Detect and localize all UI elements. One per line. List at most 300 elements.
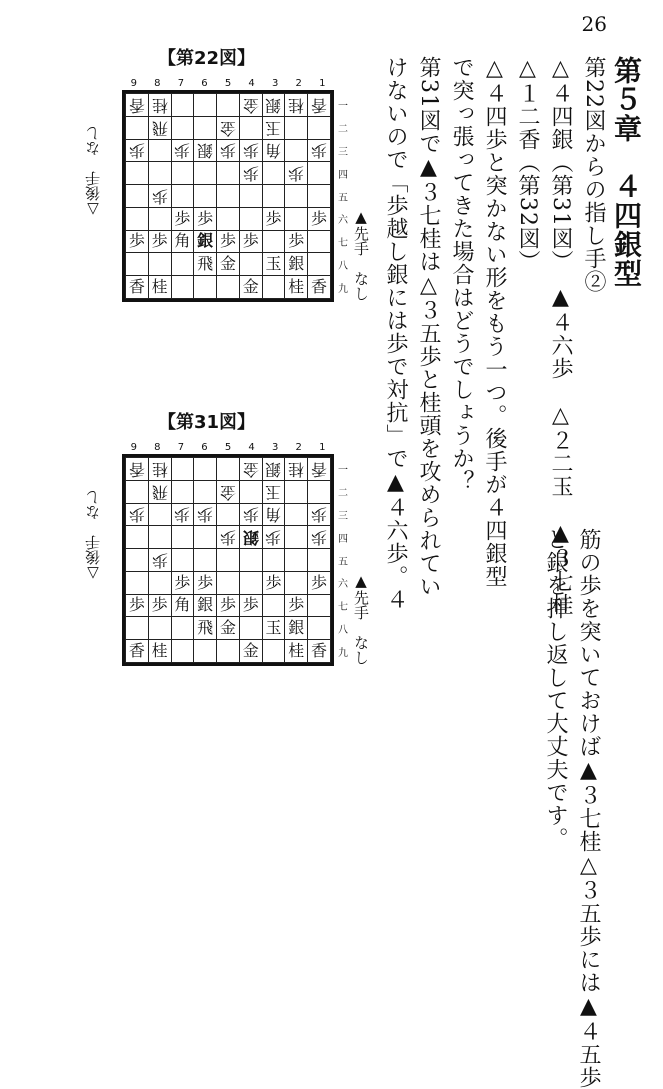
board-square xyxy=(171,185,194,208)
board-square xyxy=(308,503,331,526)
file-label: 9 xyxy=(130,78,137,89)
board-square xyxy=(239,276,262,299)
board-square xyxy=(262,480,285,503)
sente-piece: 歩 xyxy=(197,572,214,592)
gote-hand: △後手 なし xyxy=(84,126,102,219)
board-square xyxy=(126,162,149,185)
board-square xyxy=(217,253,240,276)
board-square xyxy=(217,571,240,594)
board-square xyxy=(148,480,171,503)
board-square xyxy=(171,162,194,185)
rank-label: 三 xyxy=(338,510,348,522)
sente-piece: 玉 xyxy=(265,618,282,638)
board-square xyxy=(171,594,194,617)
sente-piece: 金 xyxy=(219,254,236,274)
sente-piece: 銀 xyxy=(197,595,214,615)
rank-label: 七 xyxy=(338,602,348,614)
rank-label: 二 xyxy=(338,487,348,499)
sente-piece: 歩 xyxy=(151,231,168,251)
board-square xyxy=(171,253,194,276)
file-label: 4 xyxy=(248,78,255,89)
board-square xyxy=(217,458,240,481)
sente-piece: 金 xyxy=(242,641,259,661)
rank-label: 六 xyxy=(338,215,348,227)
board-square xyxy=(217,526,240,549)
sente-piece: 歩 xyxy=(242,595,259,615)
gote-piece: 金 xyxy=(242,459,259,479)
board-square xyxy=(194,116,217,139)
board-square xyxy=(194,162,217,185)
board-square xyxy=(148,185,171,208)
sente-piece: 玉 xyxy=(265,254,282,274)
board-square xyxy=(148,594,171,617)
board-square xyxy=(126,207,149,230)
board-square xyxy=(285,207,308,230)
text-line: △１二香（第32図） xyxy=(515,56,540,273)
board-square xyxy=(308,139,331,162)
sente-piece: 歩 xyxy=(128,231,145,251)
sente-piece: 桂 xyxy=(288,641,305,661)
board-square xyxy=(126,549,149,572)
text-line: けないので「歩越し銀には歩で対抗」で▲４六歩。４ xyxy=(383,56,408,611)
shogi-board xyxy=(122,90,334,302)
gote-piece: 銀 xyxy=(265,95,282,115)
sente-piece: 歩 xyxy=(128,595,145,615)
shogi-board xyxy=(122,454,334,666)
board-square xyxy=(239,640,262,663)
file-labels xyxy=(122,78,334,89)
board-square xyxy=(126,526,149,549)
board-square xyxy=(285,640,308,663)
board-square xyxy=(148,116,171,139)
board-square xyxy=(126,571,149,594)
board-square xyxy=(308,276,331,299)
sente-piece: 歩 xyxy=(311,208,328,228)
gote-piece: 飛 xyxy=(151,482,168,502)
sente-piece: 香 xyxy=(128,277,145,297)
gote-piece: 香 xyxy=(311,459,328,479)
board-square xyxy=(126,139,149,162)
board-square xyxy=(285,139,308,162)
rank-label: 三 xyxy=(338,146,348,158)
gote-piece: 歩 xyxy=(242,164,259,184)
gote-piece: 歩 xyxy=(311,528,328,548)
gote-piece: 歩 xyxy=(174,141,191,161)
board-square xyxy=(285,480,308,503)
diagram-22 xyxy=(40,40,370,340)
board-square xyxy=(262,617,285,640)
board-square xyxy=(217,640,240,663)
board-square xyxy=(308,594,331,617)
board-square xyxy=(308,185,331,208)
board-square xyxy=(308,94,331,117)
gote-piece: 金 xyxy=(219,482,236,502)
sente-piece: 桂 xyxy=(151,641,168,661)
board-square xyxy=(239,549,262,572)
sente-piece: 歩 xyxy=(265,572,282,592)
sente-piece: 歩 xyxy=(311,572,328,592)
board-square xyxy=(285,594,308,617)
board-square xyxy=(171,230,194,253)
gote-piece: 桂 xyxy=(288,459,305,479)
board-square xyxy=(239,116,262,139)
board-square xyxy=(126,94,149,117)
board-square xyxy=(239,94,262,117)
gote-piece: 歩 xyxy=(151,186,168,206)
board-square xyxy=(171,207,194,230)
gote-piece: 歩 xyxy=(128,505,145,525)
file-label: 4 xyxy=(248,442,255,453)
board-square xyxy=(217,503,240,526)
sente-piece: 歩 xyxy=(197,208,214,228)
board-square xyxy=(262,253,285,276)
board-square xyxy=(217,116,240,139)
sente-piece: 角 xyxy=(174,595,191,615)
file-label: 6 xyxy=(201,78,208,89)
rank-label: 八 xyxy=(338,261,348,273)
file-label: 1 xyxy=(319,442,326,453)
board-square xyxy=(171,116,194,139)
board-square xyxy=(217,230,240,253)
board-square xyxy=(194,640,217,663)
board-square xyxy=(285,116,308,139)
board-square xyxy=(285,571,308,594)
gote-piece: 金 xyxy=(219,118,236,138)
board-square xyxy=(148,230,171,253)
board-square xyxy=(239,458,262,481)
gote-piece: 香 xyxy=(311,95,328,115)
rank-label: 一 xyxy=(338,464,348,476)
sente-hand: ▲先手 なし xyxy=(352,208,370,301)
sente-piece: 歩 xyxy=(174,208,191,228)
sente-piece: 歩 xyxy=(288,595,305,615)
sente-piece: 角 xyxy=(174,231,191,251)
sente-piece: 歩 xyxy=(219,595,236,615)
gote-piece: 歩 xyxy=(197,505,214,525)
board-square xyxy=(285,526,308,549)
gote-piece: 香 xyxy=(128,95,145,115)
board-square xyxy=(148,207,171,230)
sente-piece: 銀 xyxy=(197,231,214,251)
rank-label: 九 xyxy=(338,284,348,296)
board-square xyxy=(148,617,171,640)
gote-piece: 玉 xyxy=(265,118,282,138)
board-square xyxy=(285,458,308,481)
rank-label: 二 xyxy=(338,123,348,135)
gote-piece: 歩 xyxy=(288,164,305,184)
sente-piece: 香 xyxy=(311,641,328,661)
board-square xyxy=(308,230,331,253)
board-square xyxy=(217,94,240,117)
board-square xyxy=(239,617,262,640)
gote-piece: 角 xyxy=(265,505,282,525)
board-square xyxy=(194,139,217,162)
board-square xyxy=(262,94,285,117)
text-line: △４四銀（第31図） ▲４六歩 △２二玉 ▲３七桂 xyxy=(548,56,573,616)
sente-piece: 金 xyxy=(219,618,236,638)
gote-piece: 歩 xyxy=(219,141,236,161)
board-square xyxy=(126,640,149,663)
sente-piece: 銀 xyxy=(288,254,305,274)
gote-piece: 銀 xyxy=(242,528,259,548)
file-label: 7 xyxy=(177,78,185,89)
file-label: 8 xyxy=(154,442,161,453)
diagram-title: 【第31図】 xyxy=(158,412,256,433)
board-square xyxy=(148,162,171,185)
file-label: 9 xyxy=(130,442,137,453)
board-square xyxy=(308,116,331,139)
rank-label: 九 xyxy=(338,648,348,660)
board-square xyxy=(148,571,171,594)
sente-hand: ▲先手 なし xyxy=(352,572,370,665)
gote-piece: 歩 xyxy=(242,141,259,161)
board-square xyxy=(262,503,285,526)
board-square xyxy=(126,480,149,503)
board-square xyxy=(239,503,262,526)
board-square xyxy=(171,276,194,299)
text-line: △４四歩と突かない形をもう一つ。後手が４四銀型 xyxy=(482,56,507,588)
rank-label: 四 xyxy=(338,169,348,181)
board-square xyxy=(285,503,308,526)
file-label: 5 xyxy=(224,442,232,453)
board-square xyxy=(308,640,331,663)
gote-piece: 桂 xyxy=(288,95,305,115)
board-square xyxy=(262,139,285,162)
board-square xyxy=(148,640,171,663)
board-square xyxy=(262,207,285,230)
board-square xyxy=(126,185,149,208)
file-label: 3 xyxy=(271,78,279,89)
sente-piece: 香 xyxy=(311,277,328,297)
rank-label: 四 xyxy=(338,533,348,545)
gote-piece: 歩 xyxy=(311,505,328,525)
board-square xyxy=(239,185,262,208)
board-square xyxy=(217,480,240,503)
board-square xyxy=(285,94,308,117)
sente-piece: 桂 xyxy=(288,277,305,297)
board-square xyxy=(239,253,262,276)
board-square xyxy=(194,185,217,208)
board-square xyxy=(126,458,149,481)
board-square xyxy=(285,276,308,299)
board-square xyxy=(148,94,171,117)
board-square xyxy=(126,253,149,276)
board-square xyxy=(308,526,331,549)
sente-piece: 歩 xyxy=(151,595,168,615)
gote-piece: 金 xyxy=(242,95,259,115)
rank-label: 一 xyxy=(338,100,348,112)
gote-piece: 銀 xyxy=(265,459,282,479)
diagram-31 xyxy=(40,404,370,704)
file-label: 3 xyxy=(271,442,279,453)
board-square xyxy=(148,549,171,572)
board-square xyxy=(217,139,240,162)
gote-piece: 歩 xyxy=(311,141,328,161)
board-square xyxy=(239,526,262,549)
rank-label: 六 xyxy=(338,579,348,591)
board-square xyxy=(262,571,285,594)
board-square xyxy=(194,230,217,253)
file-label: 1 xyxy=(319,78,326,89)
rank-label: 八 xyxy=(338,625,348,637)
board-square xyxy=(217,549,240,572)
text-line: と銀を押し返して大丈夫です。 xyxy=(543,528,568,850)
board-square xyxy=(308,571,331,594)
board-square xyxy=(262,162,285,185)
board-square xyxy=(239,162,262,185)
board-square xyxy=(285,253,308,276)
board-square xyxy=(148,526,171,549)
board-square xyxy=(308,617,331,640)
sente-piece: 歩 xyxy=(288,231,305,251)
board-square xyxy=(262,458,285,481)
text-line: 第22図からの指し手② xyxy=(581,56,606,293)
board-square xyxy=(308,549,331,572)
gote-piece: 桂 xyxy=(151,459,168,479)
board-square xyxy=(308,207,331,230)
file-label: 2 xyxy=(295,78,302,89)
page-number: 26 xyxy=(581,12,607,36)
board-square xyxy=(239,139,262,162)
file-label: 2 xyxy=(295,442,302,453)
sente-piece: 飛 xyxy=(197,254,214,274)
board-square xyxy=(285,185,308,208)
board-square xyxy=(171,640,194,663)
board-square xyxy=(148,458,171,481)
board-square xyxy=(194,253,217,276)
board-square xyxy=(126,230,149,253)
board-square xyxy=(285,549,308,572)
board-square xyxy=(262,230,285,253)
board-square xyxy=(171,94,194,117)
text-line: 筋の歩を突いておけば▲３七桂△３五歩には▲４五歩 xyxy=(576,528,601,1089)
body-text-lower xyxy=(539,528,605,1089)
sente-piece: 銀 xyxy=(288,618,305,638)
board-square xyxy=(262,640,285,663)
board-square xyxy=(194,571,217,594)
board-square xyxy=(171,458,194,481)
board-square xyxy=(148,503,171,526)
rank-label: 七 xyxy=(338,238,348,250)
board-square xyxy=(171,571,194,594)
gote-piece: 歩 xyxy=(265,528,282,548)
gote-piece: 桂 xyxy=(151,95,168,115)
board-square xyxy=(194,94,217,117)
board-square xyxy=(194,594,217,617)
board-square xyxy=(126,276,149,299)
board-square xyxy=(285,230,308,253)
sente-piece: 歩 xyxy=(219,231,236,251)
gote-piece: 歩 xyxy=(219,528,236,548)
board-square xyxy=(262,549,285,572)
rank-label: 五 xyxy=(338,556,348,568)
rank-labels xyxy=(338,93,352,299)
board-square xyxy=(262,116,285,139)
board-square xyxy=(262,594,285,617)
board-square xyxy=(239,207,262,230)
rank-labels xyxy=(338,457,352,663)
text-line: 第31図で▲３七桂は△３五歩と桂頭を攻められてい xyxy=(416,56,441,598)
board-square xyxy=(171,480,194,503)
board-square xyxy=(262,185,285,208)
sente-piece: 香 xyxy=(128,641,145,661)
board-square xyxy=(217,276,240,299)
gote-hand: △後手 なし xyxy=(84,490,102,583)
board-square xyxy=(148,139,171,162)
board-square xyxy=(126,503,149,526)
board-square xyxy=(308,253,331,276)
board-square xyxy=(217,207,240,230)
board-square xyxy=(308,162,331,185)
board-square xyxy=(194,617,217,640)
board-square xyxy=(285,617,308,640)
board-square xyxy=(217,617,240,640)
board-square xyxy=(194,549,217,572)
sente-piece: 金 xyxy=(242,277,259,297)
gote-piece: 香 xyxy=(128,459,145,479)
rank-label: 五 xyxy=(338,192,348,204)
board-square xyxy=(171,617,194,640)
board-square xyxy=(239,480,262,503)
sente-piece: 歩 xyxy=(174,572,191,592)
board-square xyxy=(148,276,171,299)
board-square xyxy=(171,549,194,572)
board-square xyxy=(217,594,240,617)
board-square xyxy=(126,617,149,640)
diagram-title: 【第22図】 xyxy=(158,48,256,69)
file-label: 6 xyxy=(201,442,208,453)
board-square xyxy=(194,526,217,549)
chapter-title: 第５章 ４四銀型 xyxy=(610,56,643,288)
board-square xyxy=(171,503,194,526)
board-square xyxy=(194,503,217,526)
sente-piece: 歩 xyxy=(242,231,259,251)
gote-piece: 銀 xyxy=(197,141,214,161)
board-square xyxy=(126,594,149,617)
gote-piece: 歩 xyxy=(128,141,145,161)
file-label: 8 xyxy=(154,78,161,89)
gote-piece: 飛 xyxy=(151,118,168,138)
board-square xyxy=(262,526,285,549)
board-square xyxy=(171,526,194,549)
board-square xyxy=(171,139,194,162)
board-square xyxy=(262,276,285,299)
file-label: 5 xyxy=(224,78,232,89)
board-square xyxy=(148,253,171,276)
board-square xyxy=(217,185,240,208)
board-square xyxy=(194,458,217,481)
sente-piece: 飛 xyxy=(197,618,214,638)
gote-piece: 歩 xyxy=(242,505,259,525)
gote-piece: 歩 xyxy=(174,505,191,525)
sente-piece: 桂 xyxy=(151,277,168,297)
board-square xyxy=(308,458,331,481)
board-square xyxy=(217,162,240,185)
board-square xyxy=(308,480,331,503)
file-label: 7 xyxy=(177,442,185,453)
board-square xyxy=(126,116,149,139)
board-square xyxy=(194,207,217,230)
board-square xyxy=(194,480,217,503)
gote-piece: 玉 xyxy=(265,482,282,502)
text-line: で突っ張ってきた場合はどうでしょうか？ xyxy=(449,56,474,493)
file-labels xyxy=(122,442,334,453)
gote-piece: 角 xyxy=(265,141,282,161)
board-square xyxy=(239,571,262,594)
board-square xyxy=(285,162,308,185)
board-square xyxy=(239,230,262,253)
sente-piece: 歩 xyxy=(265,208,282,228)
